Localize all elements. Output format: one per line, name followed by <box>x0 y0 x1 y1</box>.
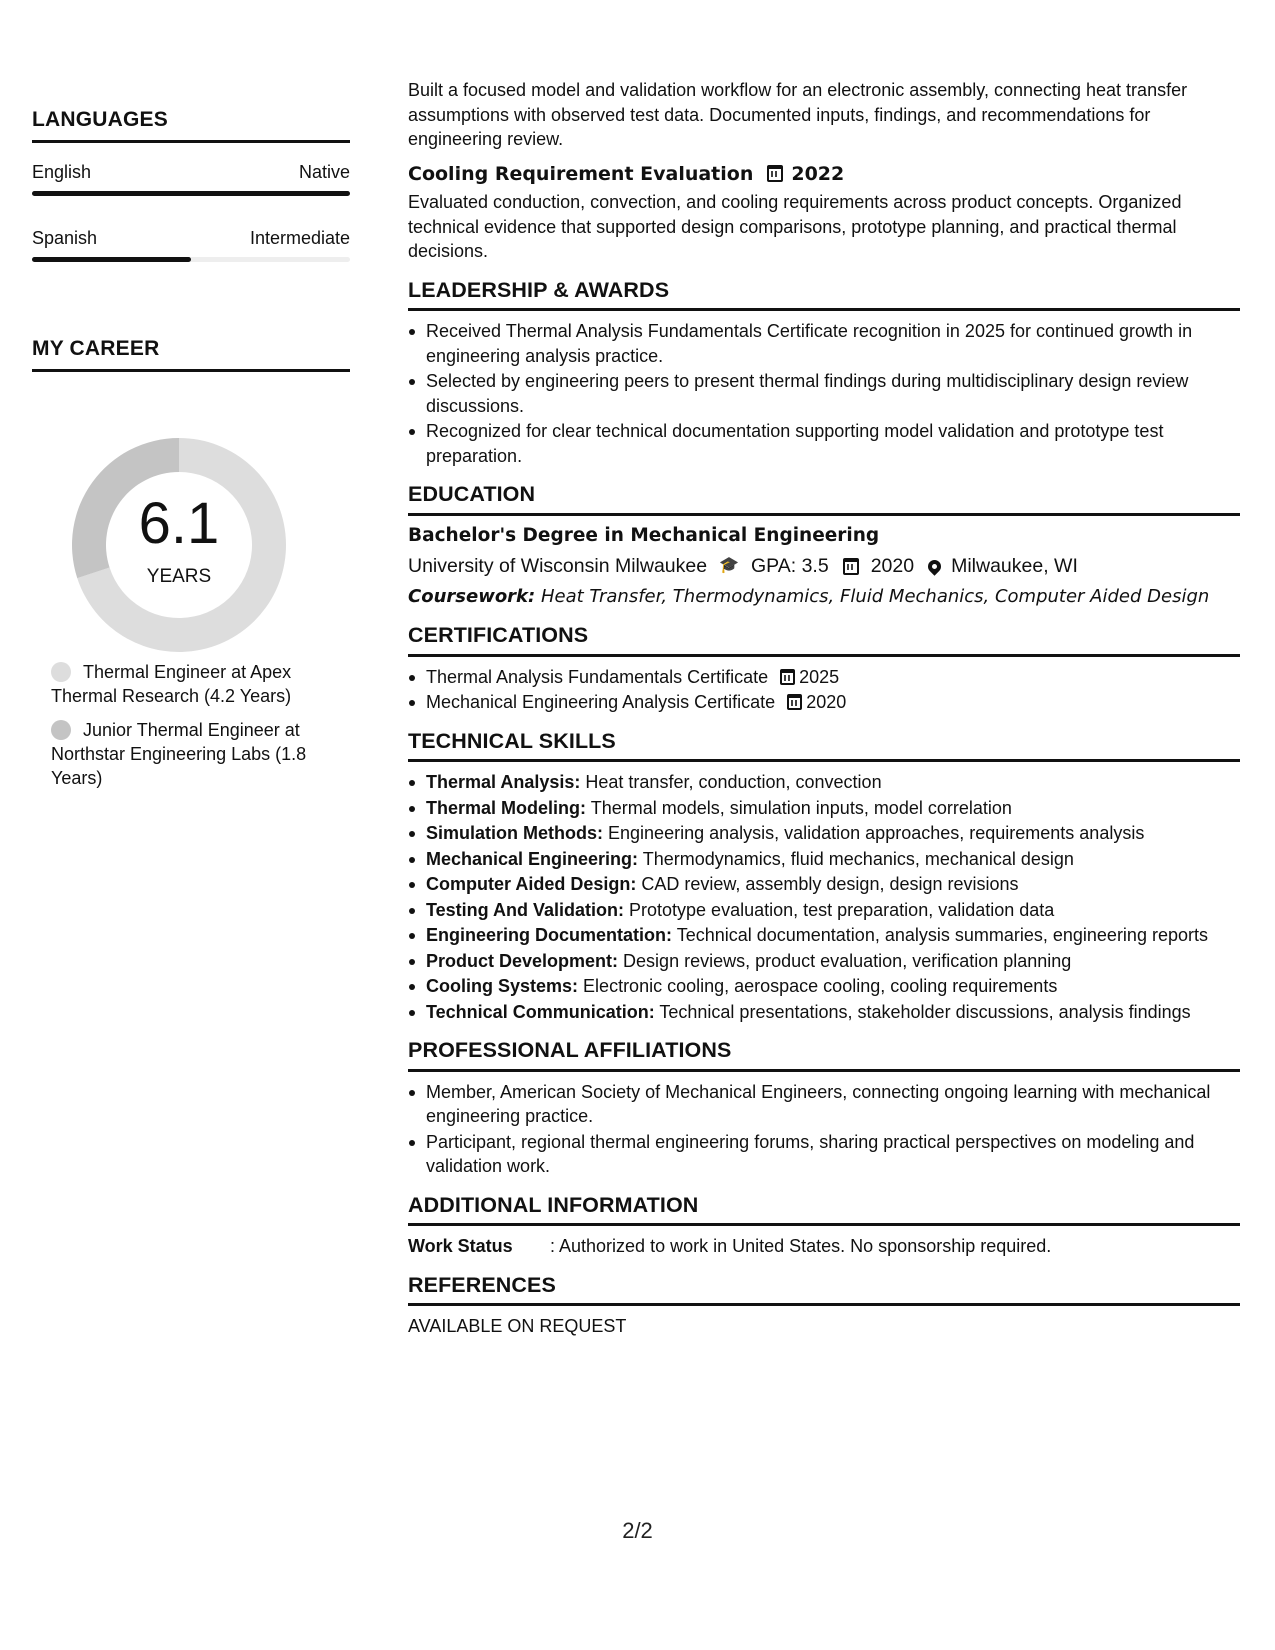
language-name: English <box>32 162 92 182</box>
skill-value: Thermodynamics, fluid mechanics, mechanical design <box>642 848 1074 869</box>
legend-item <box>51 660 331 708</box>
skill-value: Technical presentations, stakeholder discussions, analysis findings <box>659 1001 1191 1022</box>
career-donut-chart <box>66 432 292 658</box>
list-item <box>408 949 1240 974</box>
leadership-heading: LEADERSHIP & AWARDS <box>408 278 1240 312</box>
career-unit: YEARS <box>146 566 212 587</box>
proficiency-fill <box>32 191 350 196</box>
skill-value: Prototype evaluation, test preparation, validation data <box>629 899 1055 920</box>
coursework-list: Heat Transfer, Thermodynamics, Fluid Mechanics, Computer Aided Design <box>540 585 1210 607</box>
language-level: Native <box>298 162 350 182</box>
skill-label: Cooling Systems: <box>426 976 579 996</box>
certification-year: 2020 <box>806 692 847 712</box>
list-item <box>408 847 1240 872</box>
languages-heading: LANGUAGES <box>32 108 350 143</box>
list-item <box>408 796 1240 821</box>
certifications-list <box>408 665 1240 715</box>
skill-label: Computer Aided Design: <box>426 874 637 894</box>
skill-label: Simulation Methods: <box>426 823 603 843</box>
skill-label: Engineering Documentation: <box>426 925 673 945</box>
certification-name: Thermal Analysis Fundamentals Certificate <box>426 666 769 687</box>
list-item <box>408 690 1240 715</box>
graduation-year: 2020 <box>870 555 915 577</box>
skill-value: Electronic cooling, aerospace cooling, cooling requirements <box>583 976 1058 996</box>
legend-label: Junior Thermal Engineer at Northstar Engineering Labs (1.8 Years) <box>51 720 307 788</box>
skill-label: Testing And Validation: <box>426 899 624 920</box>
list-item <box>408 923 1240 948</box>
certification-year: 2025 <box>799 666 840 687</box>
coursework-label: Coursework: <box>408 585 536 607</box>
certifications-heading: CERTIFICATIONS <box>408 623 1240 657</box>
graduation-cap-icon: 🎓 <box>719 557 740 574</box>
skill-value: Engineering analysis, validation approaches, requirements analysis <box>608 823 1145 843</box>
calendar-icon <box>843 558 859 575</box>
skill-value: Heat transfer, conduction, convection <box>585 772 882 792</box>
project-year: 2022 <box>791 162 845 185</box>
list-item: Participant, regional thermal engineering forums, sharing practical perspectives on modeling and validation work. <box>408 1130 1240 1179</box>
location-pin-icon <box>925 557 943 575</box>
degree-title: Bachelor's Degree in Mechanical Engineering <box>408 524 880 546</box>
language-proficiency-bar <box>32 191 350 196</box>
list-item: Member, American Society of Mechanical Engineers, connecting ongoing learning with mechanical engineering practice. <box>408 1080 1240 1129</box>
skill-label: Product Development: <box>426 950 619 971</box>
skill-label: Thermal Analysis: <box>426 772 581 792</box>
legend-item <box>51 718 331 790</box>
education-heading: EDUCATION <box>408 482 1240 516</box>
work-status-value: : Authorized to work in United States. No sponsorship required. <box>550 1236 1052 1256</box>
legend-dot <box>51 662 71 682</box>
list-item <box>408 821 1240 846</box>
skill-label: Thermal Modeling: <box>426 797 587 818</box>
legend-dot <box>51 720 71 740</box>
list-item <box>408 770 1240 795</box>
location: Milwaukee, WI <box>951 555 1078 577</box>
school-name: University of Wisconsin Milwaukee <box>408 555 708 577</box>
language-proficiency-bar <box>32 257 350 262</box>
affiliations-heading: PROFESSIONAL AFFILIATIONS <box>408 1038 1240 1072</box>
language-row <box>32 162 350 183</box>
skill-value: Technical documentation, analysis summaries, engineering reports <box>676 925 1208 945</box>
language-level: Intermediate <box>249 228 350 248</box>
list-item <box>408 872 1240 897</box>
skills-heading: TECHNICAL SKILLS <box>408 729 1240 763</box>
skill-value: Design reviews, product evaluation, verification planning <box>623 950 1072 971</box>
work-status-label: Work Status <box>408 1236 513 1256</box>
additional-info-heading: ADDITIONAL INFORMATION <box>408 1193 1240 1227</box>
skills-list <box>408 770 1240 1024</box>
calendar-icon <box>767 165 783 182</box>
list-item <box>408 974 1240 999</box>
education-details <box>408 554 1240 579</box>
project-title: Cooling Requirement Evaluation <box>408 162 754 185</box>
project-title-row <box>408 162 1240 187</box>
page-number: 2/2 <box>622 1518 653 1543</box>
proficiency-fill <box>32 257 191 262</box>
leadership-list <box>408 319 1240 468</box>
list-item: Selected by engineering peers to present thermal findings during multidisciplinary design review discussions. <box>408 369 1240 418</box>
list-item: Received Thermal Analysis Fundamentals Certificate recognition in 2025 for continued growth in engineering analysis practice. <box>408 319 1240 368</box>
affiliations-list <box>408 1080 1240 1179</box>
skill-value: Thermal models, simulation inputs, model correlation <box>590 797 1012 818</box>
references-text: AVAILABLE ON REQUEST <box>408 1316 627 1336</box>
project-description: Evaluated conduction, convection, and cooling requirements across product concepts. Organized technical evidence that supported design comparisons, prototype planning, and practical thermal decisions. <box>408 192 1182 261</box>
list-item <box>408 665 1240 690</box>
list-item: Recognized for clear technical documentation supporting model validation and prototype test preparation. <box>408 419 1240 468</box>
career-heading: MY CAREER <box>32 337 350 372</box>
career-total-years: 6.1 <box>138 491 220 556</box>
legend-label: Thermal Engineer at Apex Thermal Research (4.2 Years) <box>51 662 292 706</box>
list-item <box>408 898 1240 923</box>
project-description: Built a focused model and validation workflow for an electronic assembly, connecting heat transfer assumptions with observed test data. Documented inputs, findings, and recommendations for engineering review. <box>408 80 1188 149</box>
gpa: GPA: 3.5 <box>751 555 829 577</box>
language-row <box>32 228 350 249</box>
skill-label: Technical Communication: <box>426 1001 655 1022</box>
skill-label: Mechanical Engineering: <box>426 848 639 869</box>
skill-value: CAD review, assembly design, design revisions <box>641 874 1019 894</box>
list-item <box>408 1000 1240 1025</box>
references-heading: REFERENCES <box>408 1273 1240 1307</box>
language-name: Spanish <box>32 228 98 248</box>
calendar-icon <box>780 669 795 685</box>
calendar-icon <box>787 694 802 710</box>
coursework <box>408 585 1240 610</box>
certification-name: Mechanical Engineering Analysis Certificate <box>426 692 776 712</box>
main-content <box>408 78 1240 1339</box>
work-status-row <box>408 1234 1240 1259</box>
